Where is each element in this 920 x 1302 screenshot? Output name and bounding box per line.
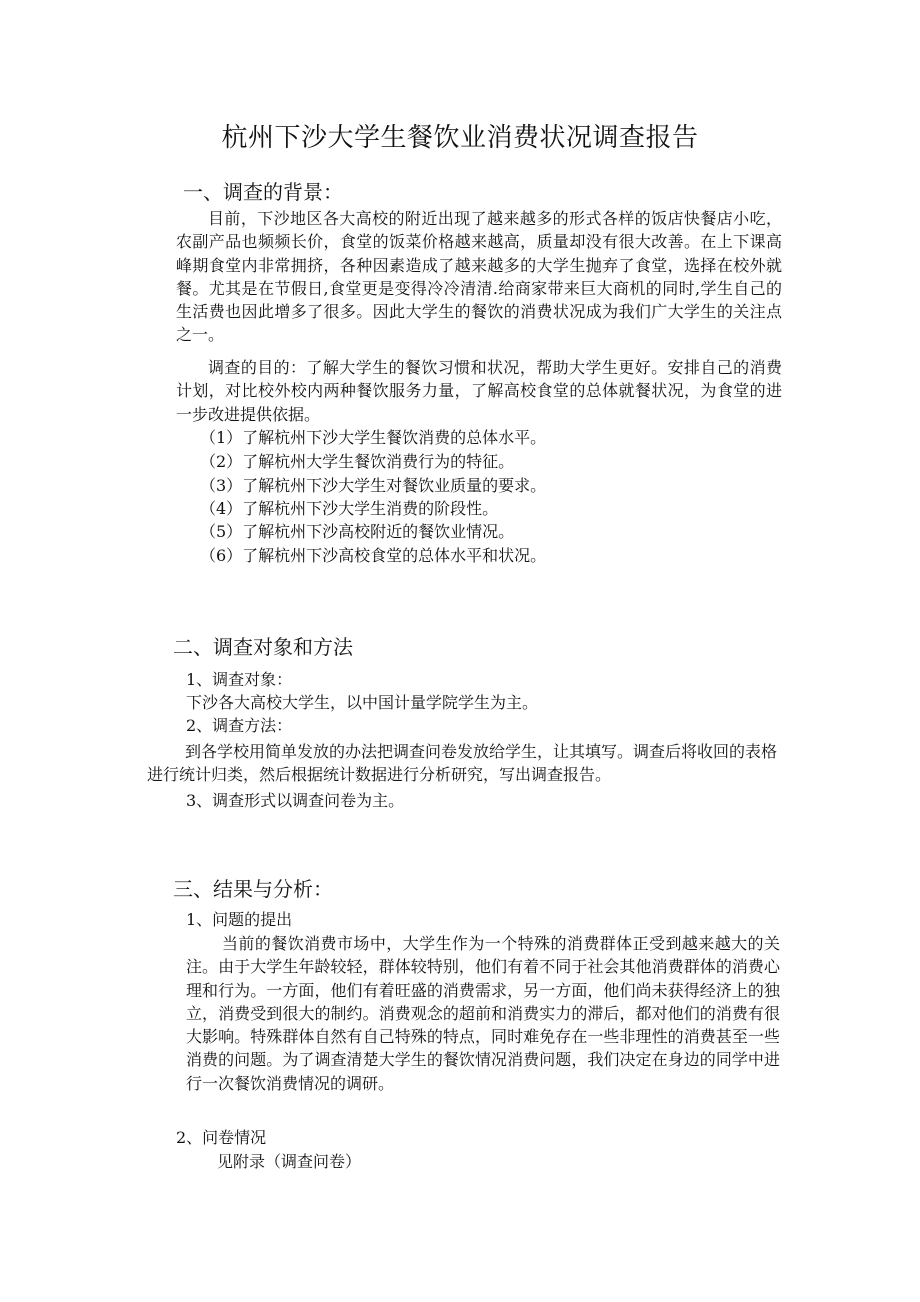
- list-item: （3）了解杭州下沙大学生对餐饮业质量的要求。: [200, 476, 547, 495]
- list-item: （5）了解杭州下沙高校附近的餐饮业情况。: [200, 522, 515, 541]
- purpose-paragraph: 调查的目的：了解大学生的餐饮习惯和状况，帮助大学生更好。安排自己的消费计划，对比校外校内两种餐饮服务力量，了解高校食堂的总体就餐状况，为食堂的进一步改进提供依据。: [176, 358, 782, 424]
- survey-method-text: 到各学校用简单发放的办法把调查问卷发放给学生，让其填写。调查后将收回的表格进行统计归类，然后根据统计数据进行分析研究，写出调查报告。: [147, 742, 778, 785]
- appendix-reference: 见附录（调查问卷）: [217, 1152, 362, 1171]
- survey-object-label: 1、调查对象：: [186, 670, 293, 689]
- section-3-heading: 三、结果与分析：: [173, 877, 333, 901]
- section-2-heading: 二、调查对象和方法: [173, 635, 353, 659]
- list-item: （2）了解杭州大学生餐饮消费行为的特征。: [200, 452, 515, 471]
- problem-paragraph: 当前的餐饮消费市场中，大学生作为一个特殊的消费群体正受到越来越大的关注。由于大学生年龄较轻，群体较特别，他们有着不同于社会其他消费群体的消费心理和行为。一方面，他们有着旺盛的消费需求，另一方面，他们尚未获得经济上的独立，消费受到很大的制约。消费观念的超前和消费实力的滞后，都对他们的消费有很大影响。特殊群体自然有自己特殊的特点，同时难免存在一些非理性的消费甚至一些消费的问题。为了调查清楚大学生的餐饮情况消费问题，我们决定在身边的同学中进行一次餐饮消费情况的调研。: [186, 934, 780, 1093]
- survey-object-text: 下沙各大高校大学生，以中国计量学院学生为主。: [186, 693, 539, 712]
- list-item: （6）了解杭州下沙高校食堂的总体水平和状况。: [200, 546, 547, 565]
- section-1-heading: 一、调查的背景：: [183, 180, 343, 204]
- list-item: （4）了解杭州下沙大学生消费的阶段性。: [200, 499, 499, 518]
- survey-method-label: 2、调查方法：: [186, 716, 293, 735]
- background-paragraph: 目前，下沙地区各大高校的附近出现了越来越多的形式各样的饭店快餐店小吃，农副产品也频频长价，食堂的饭菜价格越来越高，质量却没有很大改善。在上下课高峰期食堂内非常拥挤，各种因素造成了越来越多的大学生抛弃了食堂，选择在校外就餐。尤其是在节假日,食堂更是变得冷冷清清.给商家带来巨大商机的同时,学生自己的生活费也因此增多了很多。因此大学生的餐饮的消费状况成为我们广大学生的关注点之一。: [176, 209, 782, 345]
- page-title: 杭州下沙大学生餐饮业消费状况调查报告: [221, 123, 699, 153]
- problem-label: 1、问题的提出: [186, 910, 293, 929]
- questionnaire-label: 2、问卷情况: [176, 1128, 267, 1147]
- survey-form-text: 3、调查形式以调查问卷为主。: [186, 791, 405, 810]
- list-item: （1）了解杭州下沙大学生餐饮消费的总体水平。: [200, 428, 547, 447]
